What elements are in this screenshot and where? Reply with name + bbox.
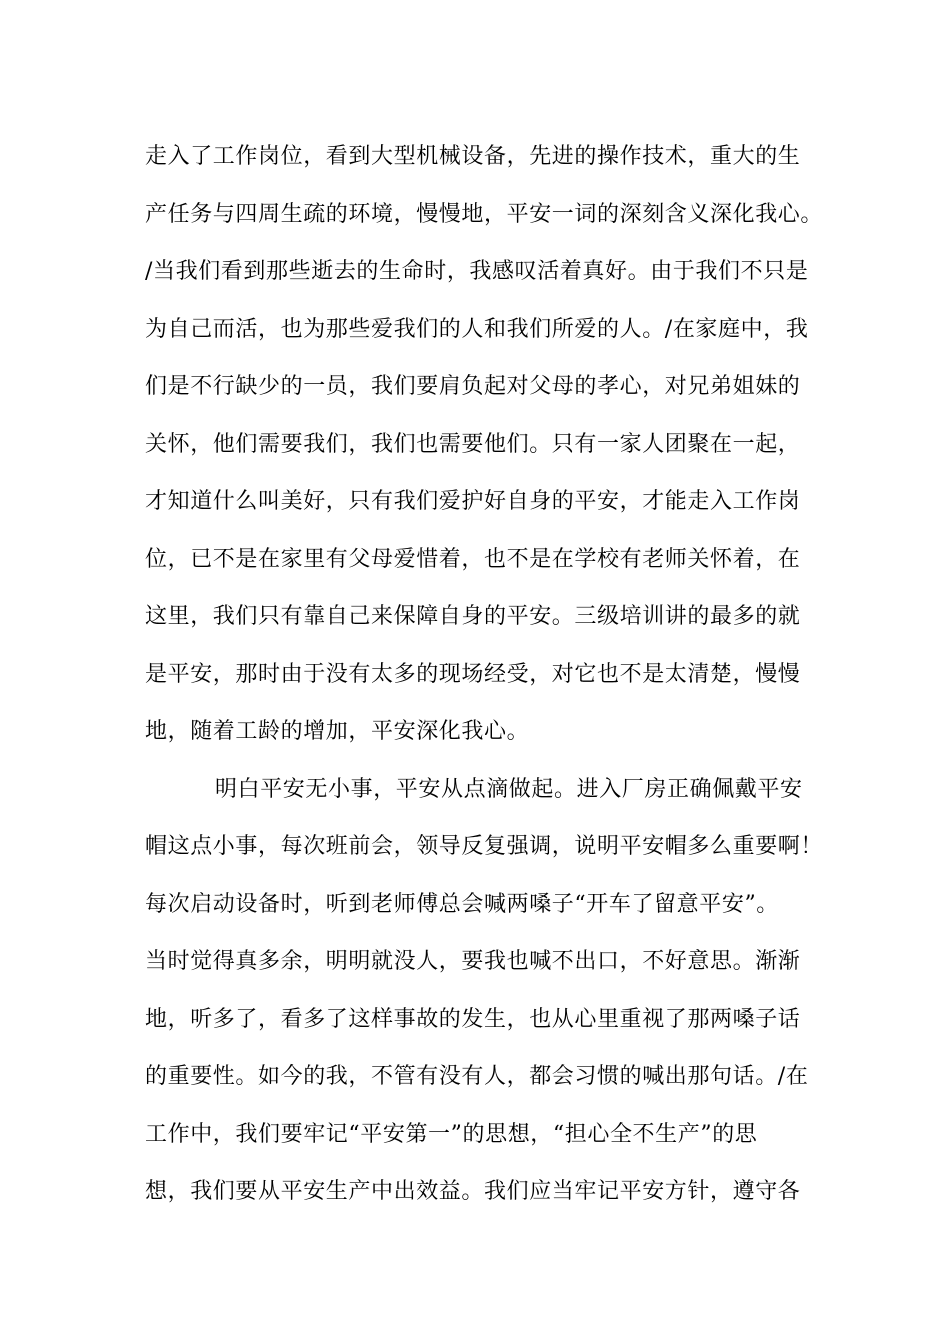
text-line: 这里，我们只有靠自己来保障自身的平安。三级培训讲的最多的就 [145, 604, 801, 629]
text-line: 是平安，那时由于没有太多的现场经受，对它也不是太清楚，慢慢 [145, 661, 801, 687]
body-text [145, 128, 824, 1221]
text-line: 位，已不是在家里有父母爱惜着，也不是在学校有老师关怀着，在 [145, 546, 801, 572]
text-line: 为自己而活，也为那些爱我们的人和我们所爱的人。/在家庭中，我 [145, 316, 809, 342]
text-line: 关怀，他们需要我们，我们也需要他们。只有一家人团聚在一起， [145, 431, 801, 457]
paragraph-start-line: 明白平安无小事，平安从点滴做起。进入厂房正确佩戴平安 [215, 776, 803, 802]
text-line: 走入了工作岗位，看到大型机械设备，先进的操作技术，重大的生 [145, 144, 801, 169]
text-line: /当我们看到那些逝去的生命时，我感叹活着真好。由于我们不只是 [145, 259, 809, 284]
text-line: 的重要性。如今的我，不管有没有人，都会习惯的喊出那句话。/在 [145, 1064, 809, 1089]
text-line: 每次启动设备时，听到老师傅总会喊两嗓子“开车了留意平安”。 [145, 891, 779, 917]
text-line: 帽这点小事，每次班前会，领导反复强调，说明平安帽多么重要啊！ [145, 834, 824, 859]
text-line: 们是不行缺少的一员，我们要肩负起对父母的孝心，对兄弟姐妹的 [145, 374, 801, 399]
text-line: 地，听多了，看多了这样事故的发生，也从心里重视了那两嗓子话 [145, 1006, 801, 1032]
text-line: 地，随着工龄的增加，平安深化我心。 [145, 719, 530, 744]
text-line: 想，我们要从平安生产中出效益。我们应当牢记平安方针，遵守各 [145, 1179, 801, 1204]
text-line: 当时觉得真多余，明明就没人，要我也喊不出口，不好意思。渐渐 [145, 949, 801, 974]
text-line: 产任务与四周生疏的环境，慢慢地，平安一词的深刻含义深化我心。 [145, 201, 824, 227]
text-line: 才知道什么叫美好，只有我们爱护好自身的平安，才能走入工作岗 [145, 489, 801, 514]
text-line: 工作中，我们要牢记“平安第一”的思想，“担心全不生产”的思 [145, 1121, 758, 1147]
